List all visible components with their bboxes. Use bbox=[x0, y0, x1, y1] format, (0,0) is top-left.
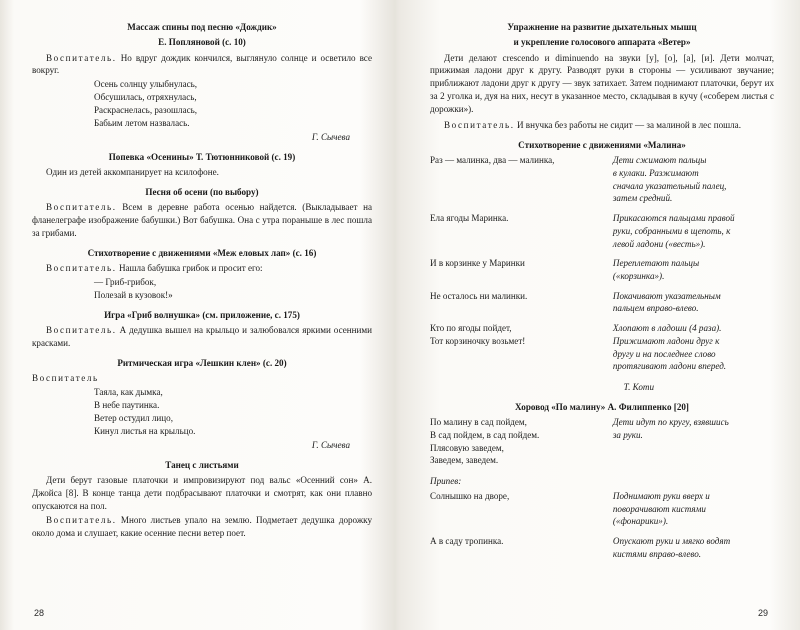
paragraph bbox=[32, 262, 372, 275]
line: Заведем, заведем. bbox=[430, 455, 499, 466]
table-cell-movement bbox=[609, 290, 774, 322]
speaker-label: Воспитатель. bbox=[444, 120, 515, 131]
line: Переплетают пальцы bbox=[612, 258, 700, 269]
verse-line: Обсушилась, отряхнулась, bbox=[94, 92, 197, 103]
line: («корзинка»). bbox=[612, 270, 665, 281]
verse-line: Кинул листья на крыльцо. bbox=[94, 425, 196, 436]
line: Опускают руки и мягко водят bbox=[612, 536, 731, 547]
table-row bbox=[430, 154, 774, 212]
left-page bbox=[6, 0, 394, 630]
line: Не осталось ни малинки. bbox=[430, 290, 528, 301]
heading: Упражнение на развитие дыхательных мышц bbox=[507, 22, 697, 32]
verse-line: Ветер остудил лицо, bbox=[94, 413, 173, 424]
line: Плясовую заведем, bbox=[430, 442, 504, 453]
line: А в саду тропинка. bbox=[430, 536, 504, 547]
paragraph-text: Всем в деревне работа осенью найдется. (Выкладывает на фланелеграфе изображение бабушки.) Вот бабушка. Она с утра пораныше в лес пошла за грибами. bbox=[32, 202, 372, 239]
table-cell-movement bbox=[609, 322, 774, 380]
speaker-label: Воспитатель. bbox=[46, 263, 117, 274]
table-row bbox=[430, 322, 774, 380]
verse bbox=[32, 276, 372, 302]
attribution: Т. Коти bbox=[623, 382, 654, 393]
line: Прижимают ладони друг к bbox=[612, 335, 720, 346]
line: левой ладони («весть»). bbox=[612, 238, 706, 249]
heading: Е. Попляновой (с. 10) bbox=[158, 37, 246, 48]
line: Хлопают в ладоши (4 раза). bbox=[612, 323, 722, 334]
table-cell-text bbox=[430, 257, 609, 289]
table-cell-movement bbox=[609, 535, 774, 567]
paragraph-text: Много листьев упало на землю. Подметает дедушка дорожку около дома и слушает, какие осенние песни ветер поет. bbox=[32, 514, 372, 538]
heading: Стихотворение с движениями «Меж еловых лап» (с. 16) bbox=[87, 248, 317, 259]
paragraph bbox=[32, 52, 372, 78]
heading: Ритмическая игра «Лешкин клен» (с. 20) bbox=[117, 358, 287, 369]
verse-line: — Гриб-грибок, bbox=[94, 277, 157, 288]
paragraph-text: Но вдруг дождик кончился, выглянуло солнце и осветило все вокруг. bbox=[32, 52, 372, 76]
paragraph bbox=[430, 119, 774, 132]
verse-line: Осень солнцу улыбнулась, bbox=[94, 79, 198, 90]
table-cell-text bbox=[430, 290, 609, 322]
line: Кто по ягоды пойдет, bbox=[430, 323, 512, 334]
line: в кулаки. Разжимают bbox=[612, 167, 699, 178]
paragraph: Один из детей аккомпанирует на ксилофоне. bbox=[46, 167, 219, 178]
right-page bbox=[404, 0, 796, 630]
verse bbox=[32, 386, 372, 438]
table-cell-movement bbox=[609, 257, 774, 289]
line: кистями вправо-влево. bbox=[612, 548, 702, 559]
page-number: 29 bbox=[757, 608, 768, 618]
verse-line: Полезай в кузовок!» bbox=[94, 290, 173, 301]
page-number: 28 bbox=[34, 608, 45, 618]
heading: Стихотворение с движениями «Малина» bbox=[518, 139, 686, 150]
line: («фонарики»). bbox=[612, 516, 669, 527]
line: Солнышко на дворе, bbox=[430, 490, 510, 501]
line: Поднимают руки вверх и bbox=[612, 490, 710, 501]
table-cell-movement bbox=[609, 154, 774, 212]
line: Прикасаются пальцами правой bbox=[612, 213, 735, 224]
heading: Массаж спины под песню «Дождик» bbox=[127, 22, 277, 32]
line: Дети идут по кругу, взявшись bbox=[612, 417, 729, 428]
speaker-label: Воспитатель. bbox=[46, 325, 117, 336]
left-page-content bbox=[32, 21, 372, 540]
verse-line: Раскраснелась, разошлась, bbox=[94, 105, 198, 116]
paragraph-text: Нашла бабушка грибок и просит его: bbox=[118, 263, 263, 274]
paragraph: Дети берут газовые платочки и импровизируют под вальс «Осенний сон» А. Джойса [8]. В конце танца дети подбрасывают платочки и смотрят, как они плавно опускаются на пол. bbox=[32, 475, 372, 511]
paragraph-text: И внучка без работы не сидит — за малиной в лес пошла. bbox=[516, 120, 741, 131]
paragraph bbox=[32, 372, 372, 385]
movement-table bbox=[430, 154, 774, 380]
table-cell-text bbox=[430, 490, 609, 535]
table-row bbox=[430, 212, 774, 257]
verse-line: В небе паутинка. bbox=[94, 400, 160, 411]
table-cell-text bbox=[430, 212, 609, 257]
table-row bbox=[430, 290, 774, 322]
table-row bbox=[430, 257, 774, 289]
table-cell-text bbox=[430, 416, 609, 474]
refrain-table bbox=[430, 490, 774, 568]
table-cell-movement bbox=[609, 212, 774, 257]
table-cell-text bbox=[430, 322, 609, 380]
table-row bbox=[430, 416, 774, 474]
line: Покачивают указательным bbox=[612, 290, 721, 301]
paragraph bbox=[32, 514, 372, 540]
table-row bbox=[430, 490, 774, 535]
line: Тот корзиночку возьмет! bbox=[430, 335, 526, 346]
speaker-label: Воспитатель. bbox=[46, 52, 117, 63]
line: затем средний. bbox=[612, 193, 673, 204]
attribution: Г. Сычева bbox=[311, 131, 350, 142]
line: руки, собранными в щепоть, к bbox=[612, 225, 731, 236]
line: за руки. bbox=[612, 429, 643, 440]
line: протягивают ладони вперед. bbox=[612, 361, 727, 372]
verse-line: Таяла, как дымка, bbox=[94, 387, 163, 398]
speaker-label: Воспитатель bbox=[32, 373, 99, 384]
line: другу и на последнее слово bbox=[612, 348, 716, 359]
heading: Песня об осени (по выбору) bbox=[145, 187, 259, 198]
refrain-label: Припев: bbox=[430, 476, 462, 487]
line: В сад пойдем, в сад пойдем. bbox=[430, 429, 540, 440]
table-row bbox=[430, 535, 774, 567]
table-cell-movement bbox=[609, 490, 774, 535]
table-cell-text bbox=[430, 535, 609, 567]
attribution: Г. Сычева bbox=[311, 439, 350, 450]
heading: Игра «Гриб волнушка» (см. приложение, с. 175) bbox=[104, 310, 300, 321]
line: сначала указательный палец, bbox=[612, 180, 727, 191]
paragraph bbox=[32, 324, 372, 350]
paragraph: Дети делают crescendo и diminuendo на звуки [у], [о], [а], [и]. Дети молчат, прижимая ладони друг к другу. Разводят руки в стороны — усиливают звучание; приближают ладони друг к другу — звук затихает. Затем поднимают платочки, берут их за 2 уголка и, дуя на них, несут в указанное место, складывая в кучу («соберем листья с дорожки»). bbox=[430, 52, 774, 115]
verse bbox=[32, 78, 372, 130]
table-cell-movement bbox=[609, 416, 774, 474]
line: пальцем вправо-влево. bbox=[612, 303, 699, 314]
speaker-label: Воспитатель. bbox=[46, 514, 117, 525]
line: Раз — малинка, два — малинка, bbox=[430, 155, 555, 166]
line: Дети сжимают пальцы bbox=[612, 155, 707, 166]
line: Ела ягоды Маринка. bbox=[430, 213, 509, 224]
heading: Хоровод «По малину» А. Филиппенко [20] bbox=[515, 401, 689, 412]
heading: Танец с листьями bbox=[165, 459, 239, 470]
table-cell-text bbox=[430, 154, 609, 212]
heading: и укрепление голосового аппарата «Ветер» bbox=[513, 37, 691, 48]
paragraph bbox=[32, 201, 372, 240]
heading: Попевка «Осенины» Т. Тютюнниковой (с. 19) bbox=[108, 151, 296, 162]
speaker-label: Воспитатель. bbox=[46, 202, 117, 213]
line: По малину в сад пойдем, bbox=[430, 417, 527, 428]
paragraph-text: А дедушка вышел на крыльцо и залюбовался яркими осенними красками. bbox=[32, 325, 372, 349]
line: поворачивают кистями bbox=[612, 503, 706, 514]
horovod-table bbox=[430, 416, 774, 474]
right-page-content bbox=[430, 21, 774, 568]
verse-line: Бабьим летом назвалась. bbox=[94, 118, 190, 129]
line: И в корзинке у Маринки bbox=[430, 258, 525, 269]
